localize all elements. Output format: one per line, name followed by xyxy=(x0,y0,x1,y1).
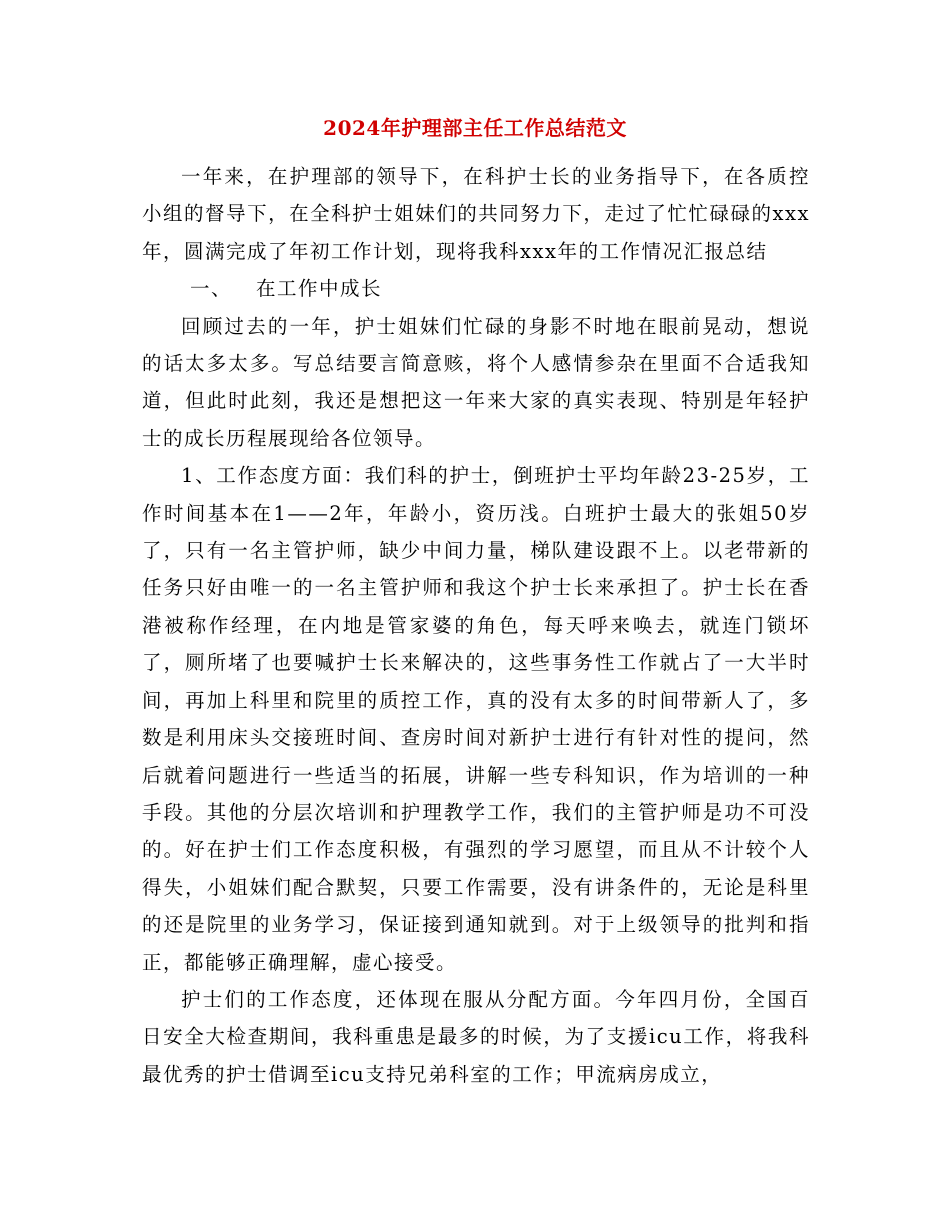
section-title: 在工作中成长 xyxy=(256,277,383,301)
body-paragraph: 回顾过去的一年，护士姐妹们忙碌的身影不时地在眼前晃动，想说的话太多太多。写总结要言简意赅，将个人感情参杂在里面不合适我知道，但此时此刻，我还是想把这一年来大家的真实表现、特别是年轻护士的成长历程展现给各位领导。 xyxy=(142,314,810,450)
document-body xyxy=(142,158,810,1093)
body-paragraph: 护士们的工作态度，还体现在服从分配方面。今年四月份，全国百日安全大检查期间，我科重患是最多的时候，为了支援icu工作，将我科最优秀的护士借调至icu支持兄弟科室的工作；甲流病房成立， xyxy=(142,987,810,1086)
section-number: 一、 xyxy=(190,277,233,301)
section-heading xyxy=(142,270,810,307)
body-paragraph: 1、工作态度方面：我们科的护士，倒班护士平均年龄23-25岁，工作时间基本在1——2年，年龄小，资历浅。白班护士最大的张姐50岁了，只有一名主管护师，缺少中间力量，梯队建设跟不上。以老带新的任务只好由唯一的一名主管护师和我这个护士长来承担了。护士长在香港被称作经理，在内地是管家婆的角色，每天呼来唤去，就连门锁坏了，厕所堵了也要喊护士长来解决的，这些事务性工作就占了一大半时间，再加上科里和院里的质控工作，真的没有太多的时间带新人了，多数是利用床头交接班时间、查房时间对新护士进行有针对性的提问，然后就着问题进行一些适当的拓展，讲解一些专科知识，作为培训的一种手段。其他的分层次培训和护理教学工作，我们的主管护师是功不可没的。好在护士们工作态度积极，有强烈的学习愿望，而且从不计较个人得失，小姐妹们配合默契，只要工作需要，没有讲条件的，无论是科里的还是院里的业务学习，保证接到通知就到。对于上级领导的批判和指正，都能够正确理解，虚心接受。 xyxy=(142,464,810,974)
document-title: 2024年护理部主任工作总结范文 xyxy=(323,116,627,140)
intro-paragraph: 一年来，在护理部的领导下，在科护士长的业务指导下，在各质控小组的督导下，在全科护士姐妹们的共同努力下，走过了忙忙碌碌的xxx年，圆满完成了年初工作计划，现将我科xxx年的工作情况汇报总结 xyxy=(142,165,810,263)
